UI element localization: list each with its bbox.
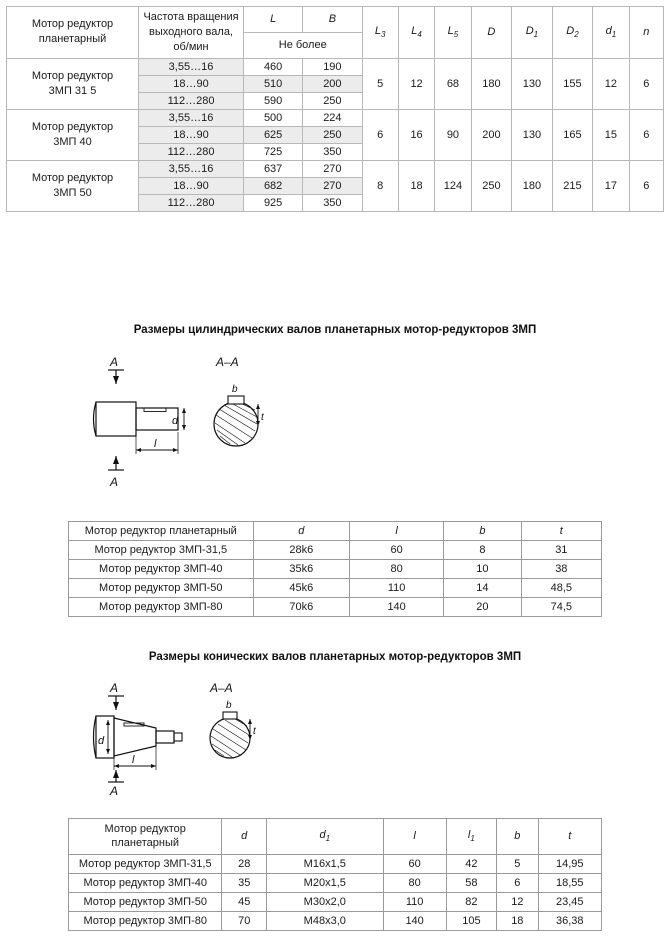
table-row xyxy=(69,579,602,598)
cell-D: 180 xyxy=(471,58,512,109)
dim-label-b: b xyxy=(226,700,232,711)
header-d: d xyxy=(222,819,266,855)
header-L5: $L_5$ xyxy=(435,7,471,59)
cell-D1: 180 xyxy=(512,160,553,211)
cell-l: 60 xyxy=(383,854,446,873)
cell-motor-name: Мотор редуктор 3МП-50 xyxy=(69,892,222,911)
cell-motor-name: Мотор редуктор 3МП-31,5 xyxy=(69,854,222,873)
cell-D: 250 xyxy=(471,160,512,211)
header-D1: $D_1$ xyxy=(512,7,553,59)
dim-label-t: t xyxy=(261,412,264,423)
main-dimensions-table xyxy=(6,6,664,212)
cell-n: 6 xyxy=(629,109,663,160)
cell-d1: M16x1,5 xyxy=(266,854,383,873)
section-label-a-top: A xyxy=(110,681,119,695)
cell-L: 682 xyxy=(244,177,303,194)
cell-B: 270 xyxy=(303,177,362,194)
header-motor-name: Мотор редуктор планетарный xyxy=(69,522,254,541)
cell-t: 31 xyxy=(521,541,601,560)
cell-d1: 12 xyxy=(593,58,629,109)
cell-t: 36,38 xyxy=(538,911,602,930)
conical-caption: Размеры конических валов планетарных мотор-редукторов 3МП xyxy=(148,651,522,663)
cell-D2: 155 xyxy=(552,58,593,109)
cell-l: 140 xyxy=(350,598,444,617)
cell-L: 500 xyxy=(244,109,303,126)
cell-freq: 3,55…16 xyxy=(139,109,244,126)
cell-n: 6 xyxy=(629,58,663,109)
table-row xyxy=(7,58,664,75)
cell-motor-name: Мотор редуктор 3МП-80 xyxy=(69,598,254,617)
cell-b: 14 xyxy=(444,579,521,598)
cell-b: 20 xyxy=(444,598,521,617)
cell-L4: 12 xyxy=(398,58,434,109)
conical-shaft-table xyxy=(68,818,602,931)
table-row xyxy=(69,911,602,930)
section-label-a-bottom: A xyxy=(110,475,119,489)
cell-freq: 18…90 xyxy=(139,126,244,143)
cell-L: 625 xyxy=(244,126,303,143)
cell-motor-name: Мотор редуктор 3МП-80 xyxy=(69,911,222,930)
header-D: D xyxy=(471,7,512,59)
header-motor-name: Мотор редуктор планетарный xyxy=(69,819,222,855)
cell-freq: 112…280 xyxy=(139,92,244,109)
cell-L4: 16 xyxy=(398,109,434,160)
section-title-a-a: A–A xyxy=(216,355,239,369)
table-row xyxy=(7,109,664,126)
cell-d: 35 xyxy=(222,873,266,892)
cell-L3: 8 xyxy=(362,160,398,211)
header-D2: $D_2$ xyxy=(552,7,593,59)
cell-B: 190 xyxy=(303,58,362,75)
cell-L: 460 xyxy=(244,58,303,75)
cell-n: 6 xyxy=(629,160,663,211)
cell-l: 80 xyxy=(383,873,446,892)
header-b: b xyxy=(444,522,521,541)
cell-b: 12 xyxy=(497,892,538,911)
cell-d: 70k6 xyxy=(253,598,350,617)
header-not-more: Не более xyxy=(244,32,363,58)
table-row xyxy=(69,560,602,579)
cell-l: 60 xyxy=(350,541,444,560)
cell-freq: 3,55…16 xyxy=(139,58,244,75)
header-t: t xyxy=(538,819,602,855)
cell-l: 140 xyxy=(383,911,446,930)
cell-L5: 124 xyxy=(435,160,471,211)
table-row xyxy=(69,598,602,617)
cell-l1: 58 xyxy=(446,873,497,892)
table-header-row xyxy=(7,7,664,33)
dim-label-b: b xyxy=(232,384,238,395)
cell-b: 10 xyxy=(444,560,521,579)
table-header-row xyxy=(69,522,602,541)
cell-d1: 15 xyxy=(593,109,629,160)
cell-freq: 18…90 xyxy=(139,177,244,194)
section-label-a-bottom: A xyxy=(110,784,119,796)
cell-b: 5 xyxy=(497,854,538,873)
cell-d1: M20x1,5 xyxy=(266,873,383,892)
cell-l: 80 xyxy=(350,560,444,579)
cell-motor-name: Мотор редуктор 3МП-50 xyxy=(69,579,254,598)
row-motor-name: Мотор редуктор 3МП 40 xyxy=(7,109,139,160)
cell-motor-name: Мотор редуктор 3МП-31,5 xyxy=(69,541,254,560)
cell-D1: 130 xyxy=(512,109,553,160)
cell-B: 250 xyxy=(303,126,362,143)
section-title-a-a: A–A xyxy=(210,681,233,695)
cell-d: 28k6 xyxy=(253,541,350,560)
table-row xyxy=(69,873,602,892)
dim-label-t: t xyxy=(253,726,256,737)
cell-freq: 3,55…16 xyxy=(139,160,244,177)
row-motor-name: Мотор редуктор 3МП 50 xyxy=(7,160,139,211)
cell-freq: 18…90 xyxy=(139,75,244,92)
cylindrical-shaft-table xyxy=(68,521,602,617)
header-l: l xyxy=(383,819,446,855)
cell-L5: 68 xyxy=(435,58,471,109)
cell-b: 18 xyxy=(497,911,538,930)
header-d1: $d_1$ xyxy=(266,819,383,855)
cell-l1: 105 xyxy=(446,911,497,930)
cylindrical-shaft-figure xyxy=(90,352,290,502)
header-B: B xyxy=(303,7,362,33)
cell-motor-name: Мотор редуктор 3МП-40 xyxy=(69,873,222,892)
cell-L: 637 xyxy=(244,160,303,177)
cell-t: 23,45 xyxy=(538,892,602,911)
header-b: b xyxy=(497,819,538,855)
cell-t: 38 xyxy=(521,560,601,579)
cell-L5: 90 xyxy=(435,109,471,160)
cell-L: 725 xyxy=(244,143,303,160)
cell-d: 70 xyxy=(222,911,266,930)
table-row xyxy=(69,854,602,873)
table-header-row xyxy=(69,819,602,855)
row-motor-name: Мотор редуктор 3МП 31 5 xyxy=(7,58,139,109)
cell-freq: 112…280 xyxy=(139,194,244,211)
cell-L: 510 xyxy=(244,75,303,92)
cell-d: 45 xyxy=(222,892,266,911)
cylindrical-caption: Размеры цилиндрических валов планетарных мотор-редукторов 3МП xyxy=(133,324,537,336)
cell-d: 28 xyxy=(222,854,266,873)
cell-l1: 42 xyxy=(446,854,497,873)
cell-l: 110 xyxy=(350,579,444,598)
cell-d: 45k6 xyxy=(253,579,350,598)
dim-label-l: l xyxy=(132,754,135,766)
header-L3: $L_3$ xyxy=(362,7,398,59)
cell-d1: M48x3,0 xyxy=(266,911,383,930)
cell-L3: 5 xyxy=(362,58,398,109)
cell-B: 250 xyxy=(303,92,362,109)
cell-L3: 6 xyxy=(362,109,398,160)
cell-B: 224 xyxy=(303,109,362,126)
cell-B: 350 xyxy=(303,194,362,211)
cell-B: 200 xyxy=(303,75,362,92)
cell-d: 35k6 xyxy=(253,560,350,579)
cell-L: 925 xyxy=(244,194,303,211)
header-d: d xyxy=(253,522,350,541)
cell-L: 590 xyxy=(244,92,303,109)
cell-t: 74,5 xyxy=(521,598,601,617)
cell-t: 48,5 xyxy=(521,579,601,598)
header-n: n xyxy=(629,7,663,59)
cell-B: 350 xyxy=(303,143,362,160)
conical-shaft-figure xyxy=(90,678,290,796)
cell-l1: 82 xyxy=(446,892,497,911)
table-row xyxy=(69,892,602,911)
cell-motor-name: Мотор редуктор 3МП-40 xyxy=(69,560,254,579)
cell-d1: M30x2,0 xyxy=(266,892,383,911)
header-t: t xyxy=(521,522,601,541)
header-frequency: Частота вращения выходного вала, об/мин xyxy=(139,7,244,59)
header-L: L xyxy=(244,7,303,33)
cell-t: 14,95 xyxy=(538,854,602,873)
cell-t: 18,55 xyxy=(538,873,602,892)
section-label-a-top: A xyxy=(110,355,119,369)
cell-D2: 215 xyxy=(552,160,593,211)
cell-L4: 18 xyxy=(398,160,434,211)
header-d1: $d_1$ xyxy=(593,7,629,59)
cell-freq: 112…280 xyxy=(139,143,244,160)
dim-label-d: d xyxy=(172,415,179,427)
cell-B: 270 xyxy=(303,160,362,177)
cell-D2: 165 xyxy=(552,109,593,160)
dim-label-l: l xyxy=(154,438,157,450)
cell-D: 200 xyxy=(471,109,512,160)
dim-label-d: d xyxy=(98,735,105,747)
header-motor-name: Мотор редуктор планетарный xyxy=(7,7,139,59)
table-row xyxy=(7,160,664,177)
cell-b: 8 xyxy=(444,541,521,560)
cell-D1: 130 xyxy=(512,58,553,109)
table-row xyxy=(69,541,602,560)
header-l: l xyxy=(350,522,444,541)
header-l1: $l_1$ xyxy=(446,819,497,855)
cell-b: 6 xyxy=(497,873,538,892)
cell-d1: 17 xyxy=(593,160,629,211)
header-L4: $L_4$ xyxy=(398,7,434,59)
cell-l: 110 xyxy=(383,892,446,911)
